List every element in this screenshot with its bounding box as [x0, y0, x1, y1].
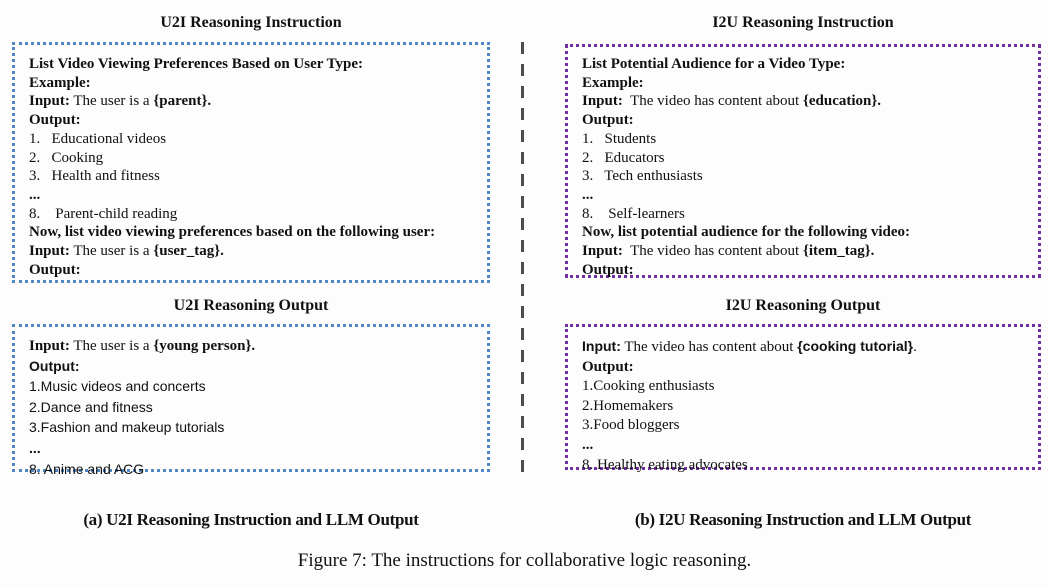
column-divider-line	[521, 42, 524, 472]
text-line: 2. Educators	[582, 149, 665, 166]
text-line: 8. Self-learners	[582, 205, 685, 222]
text-line: 2. Cooking	[29, 149, 104, 166]
text-line: ...	[582, 436, 594, 453]
text-line: List Video Viewing Preferences Based on User Type:	[29, 56, 364, 72]
panel-b-caption: (b) I2U Reasoning Instruction and LLM Output	[634, 510, 972, 529]
i2u-instruction-title: I2U Reasoning Instruction	[712, 14, 894, 31]
text-line: Now, list video viewing preferences based on the following user:	[29, 224, 436, 241]
figure-caption: Figure 7: The instructions for collaborative logic reasoning.	[297, 550, 752, 571]
text-line: ...	[29, 186, 41, 203]
text-line: Output:	[29, 357, 80, 374]
text-line: 8. Parent-child reading	[29, 205, 178, 222]
u2i-output-title: U2I Reasoning Output	[173, 297, 329, 314]
u2i-instruction-box	[12, 42, 490, 283]
text-line: Input: The video has content about {item_tag}.	[582, 243, 875, 260]
text-line: 3.Food bloggers	[582, 417, 680, 434]
text-line: 2.Dance and fitness	[29, 398, 153, 415]
u2i-output-text	[15, 327, 487, 480]
i2u-output-title: I2U Reasoning Output	[725, 297, 881, 314]
text-line: Input: The user is a {parent}.	[29, 93, 212, 110]
text-line: Input: The video has content about {cooking tutorial}.	[582, 338, 917, 355]
text-line: Output:	[582, 261, 634, 278]
i2u-output-box	[565, 324, 1041, 473]
i2u-instruction-text	[568, 47, 1038, 279]
text-line: Now, list potential audience for the following video:	[582, 224, 911, 241]
text-line: Output:	[29, 112, 81, 129]
text-line: Output:	[582, 112, 634, 129]
text-line: 1.Cooking enthusiasts	[582, 378, 715, 395]
text-line: 1.Music videos and concerts	[29, 378, 206, 395]
text-line: 1. Educational videos	[29, 130, 167, 147]
u2i-instruction-text	[15, 45, 487, 279]
text-line: ...	[29, 439, 41, 456]
text-line: 2.Homemakers	[582, 397, 674, 414]
text-line: Input: The video has content about {education}.	[582, 93, 882, 110]
text-line: Input: The user is a {user_tag}.	[29, 243, 224, 260]
text-line: 8. Anime and ACG	[29, 460, 145, 477]
text-line: List Potential Audience for a Video Type:	[582, 56, 846, 72]
text-line: Output:	[29, 261, 81, 278]
text-line: 1. Students	[582, 130, 657, 147]
i2u-output-text	[568, 327, 1038, 475]
text-line: 3.Fashion and makeup tutorials	[29, 419, 225, 436]
text-line: Output:	[582, 358, 634, 375]
panel-a-caption: (a) U2I Reasoning Instruction and LLM Output	[83, 510, 419, 529]
text-line: Input: The user is a {young person}.	[29, 338, 256, 354]
u2i-output-box	[12, 324, 490, 477]
text-line: Example:	[582, 74, 644, 91]
text-line: 3. Health and fitness	[29, 168, 160, 185]
i2u-instruction-box	[565, 44, 1041, 278]
text-line: Example:	[29, 74, 91, 91]
text-line: 8. Healthy eating advocates	[582, 456, 748, 473]
text-line: 3. Tech enthusiasts	[582, 168, 703, 185]
u2i-instruction-title: U2I Reasoning Instruction	[160, 14, 342, 31]
text-line: ...	[582, 186, 594, 203]
